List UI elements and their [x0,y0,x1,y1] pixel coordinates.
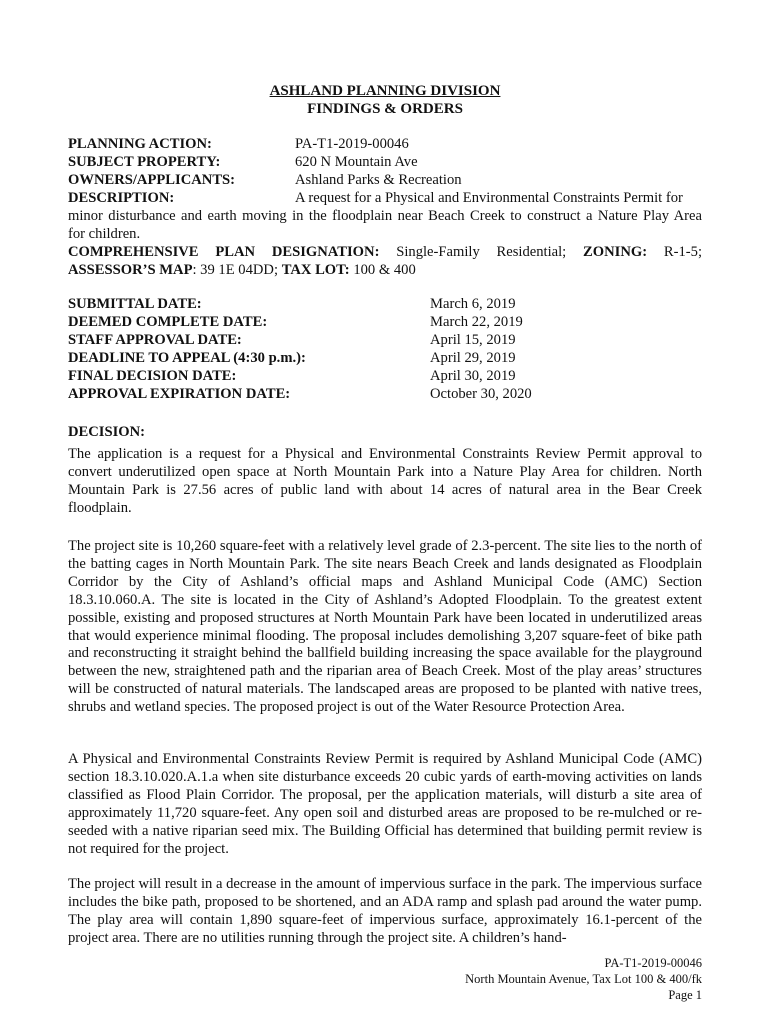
assessor-map-label: ASSESSOR’S MAP [68,261,193,278]
description-value-line1: A request for a Physical and Environmental Constraints Permit for [295,190,683,206]
date-label: STAFF APPROVAL DATE: [68,332,242,348]
comp-plan-value: Single-Family Residential; [396,243,567,260]
decision-heading: DECISION: [68,424,146,440]
comp-plan-line [68,244,702,262]
planning-action-value: PA-T1-2019-00046 [295,136,409,152]
owners-value: Ashland Parks & Recreation [295,172,462,188]
date-row [68,314,702,332]
decision-paragraph [68,446,702,518]
document-title [0,82,770,118]
assessor-map-value: : 39 1E 04DD; [192,261,279,278]
zoning-label: ZONING: [583,243,648,260]
footer-action-number: PA-T1-2019-00046 [604,956,702,970]
date-value: October 30, 2020 [430,386,532,402]
action-info [68,136,702,280]
date-value: April 15, 2019 [430,332,516,348]
date-label: FINAL DECISION DATE: [68,368,237,384]
decision-paragraph-3: A Physical and Environmental Constraints Review Permit is required by Ashland Municipal Code (AMC) section 18.3.10.020.A.1.a when site disturbance exceeds 20 cubic yards of earth-moving activities on lands classified as Flood Plain Corridor. The proposal, per the application materials, will disturb a site area of approximately 11,720 square-feet. Any open soil and disturbed areas are proposed to be re-mulched or re-seeded with a native riparian seed mix. The Building Official has determined that building permit review is not required for the project. [68,751,702,857]
page-footer [465,955,702,1003]
zoning-value: R-1-5; [663,243,703,260]
date-value: April 30, 2019 [430,368,516,384]
description-row [68,190,702,208]
decision-heading-block [68,424,702,442]
decision-paragraph-4: The project will result in a decrease in the amount of impervious surface in the park. The impervious surface includes the bike path, proposed to be shortened, and an ADA ramp and splash pad around the water pump. The play area will contain 1,890 square-feet of impervious surface, approximately 16.1-percent of the project area. There are no utilities running through the project site. A children’s hand- [68,876,702,946]
decision-paragraph [68,751,702,858]
decision-paragraph-2: The project site is 10,260 square-feet with a relatively level grade of 2.3-percent. The site lies to the north of the batting cages in North Mountain Park. The site nears Beach Creek and lands designated as Floodplain Corridor by the City of Ashland’s official maps and Ashland Municipal Code (AMC) Section 18.3.10.060.A. The site is located in the City of Ashland’s Adopted Floodplain. To the greatest extent possible, existing and proposed structures at North Mountain Park have been located in underutilized areas that would experience minimal flooding. The proposal includes demolishing 3,207 square-feet of bike path and reconstructing it straight behind the ballfield building increasing the space available for the playground between the new, straightened path and the riparian area of Beach Creek. Most of the play areas’ structures will be constructed of natural materials. The landscaped areas are proposed to be planted with native trees, shrubs and wetland species. The proposed project is out of the Water Resource Protection Area. [68,538,702,716]
description-value-line3: for children. [68,225,141,242]
tax-lot-value: 100 & 400 [353,261,416,278]
date-row [68,296,702,314]
description-label: DESCRIPTION: [68,190,175,206]
planning-action-row [68,136,702,154]
planning-action-label: PLANNING ACTION: [68,136,212,152]
date-row [68,368,702,386]
subject-property-row [68,154,702,172]
decision-paragraph [68,876,702,948]
date-label: SUBMITTAL DATE: [68,296,202,312]
date-row [68,350,702,368]
date-value: March 22, 2019 [430,314,523,330]
date-value: March 6, 2019 [430,296,516,312]
dates-table [68,296,702,404]
date-label: DEADLINE TO APPEAL (4:30 p.m.): [68,350,306,366]
date-label: DEEMED COMPLETE DATE: [68,314,268,330]
assessor-line [68,262,702,280]
decision-paragraph-1: The application is a request for a Physical and Environmental Constraints Review Permit approval to convert underutilized open space at North Mountain Park into a Nature Play Area for children. North Mountain Park is 27.56 acres of public land with about 14 acres of natural area in the Bear Creek floodplain. [68,446,702,516]
decision-paragraph [68,538,702,717]
date-row [68,332,702,350]
comp-plan-label: COMPREHENSIVE PLAN DESIGNATION: [68,243,380,260]
date-label: APPROVAL EXPIRATION DATE: [68,386,291,402]
footer-address: North Mountain Avenue, Tax Lot 100 & 400/fk [465,972,702,986]
description-value-line2: minor disturbance and earth moving in the floodplain near Beach Creek to construct a Nature Play Area [68,208,702,224]
subject-property-value: 620 N Mountain Ave [295,154,418,170]
date-row [68,386,702,404]
owners-row [68,172,702,190]
owners-label: OWNERS/APPLICANTS: [68,172,236,188]
findings-heading: FINDINGS & ORDERS [307,101,463,117]
tax-lot-label: TAX LOT: [281,261,350,278]
subject-property-label: SUBJECT PROPERTY: [68,154,221,170]
date-value: April 29, 2019 [430,350,516,366]
footer-page-number: Page 1 [668,988,702,1002]
division-heading: ASHLAND PLANNING DIVISION [269,83,501,99]
